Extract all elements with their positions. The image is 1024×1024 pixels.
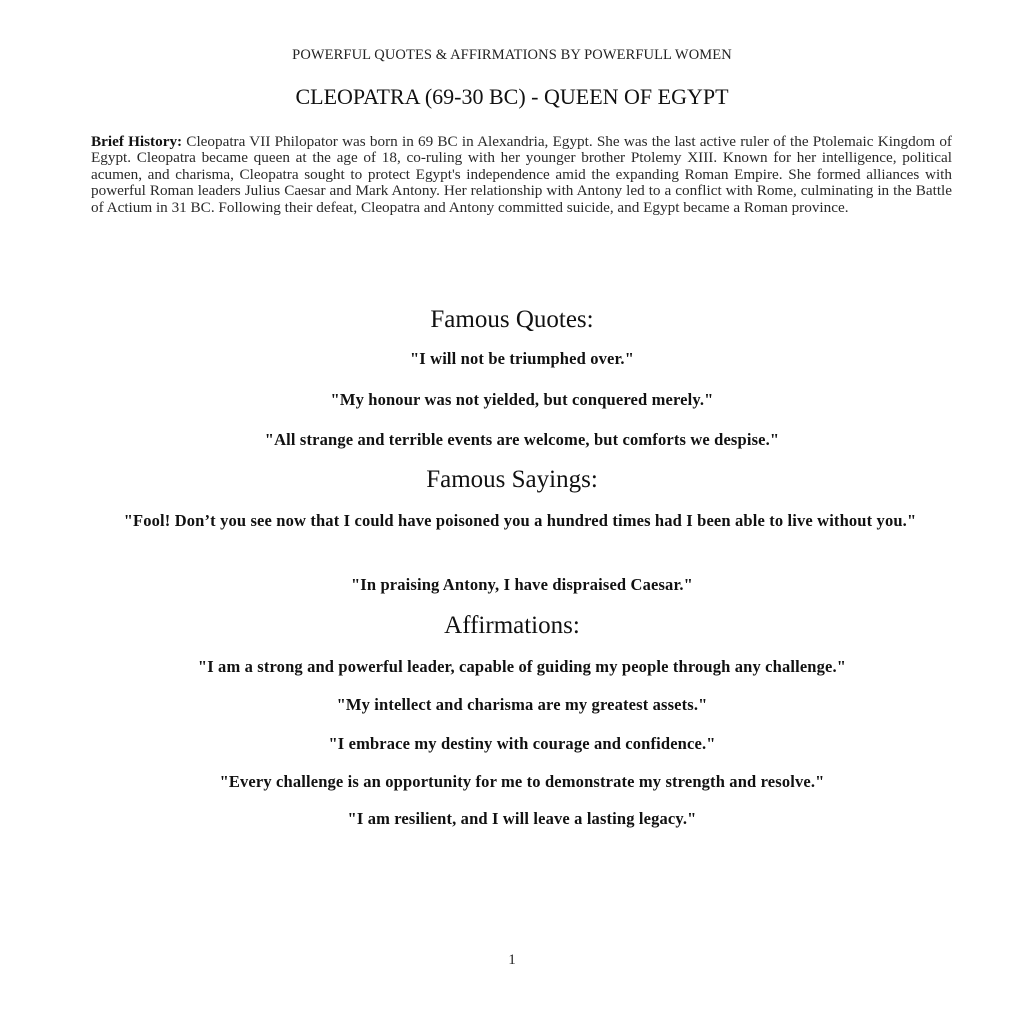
affirmation-item: "I am resilient, and I will leave a lasting legacy."	[347, 809, 697, 828]
brief-history-text: Cleopatra VII Philopator was born in 69 BC in Alexandria, Egypt. She was the last active ruler of the Ptolemaic Kingdom of Egypt. Cleopatra became queen at the age of 18, co-ruling with her younger brother Ptolemy XIII. Known for her intelligence, political acumen, and charisma, Cleopatra sought to protect Egypt's independence amid the expanding Roman Empire. She formed alliances with powerful Roman leaders Julius Caesar and Mark Antony. Her relationship with Antony led to a conflict with Rome, culminating in the Battle of Actium in 31 BC. Following their defeat, Cleopatra and Antony committed suicide, and Egypt became a Roman province.	[91, 133, 952, 216]
page-title: CLEOPATRA (69-30 BC) - QUEEN OF EGYPT	[295, 84, 729, 109]
quote-item: "All strange and terrible events are welcome, but comforts we despise."	[264, 430, 780, 449]
quote-item: "My honour was not yielded, but conquered merely."	[330, 390, 714, 409]
affirmations-heading: Affirmations:	[444, 612, 580, 639]
famous-sayings-heading: Famous Sayings:	[426, 466, 598, 493]
affirmation-item: "Every challenge is an opportunity for me to demonstrate my strength and resolve."	[219, 772, 825, 791]
famous-quotes-heading: Famous Quotes:	[430, 306, 594, 333]
brief-history-label: Brief History:	[91, 133, 183, 150]
document-header: POWERFUL QUOTES & AFFIRMATIONS BY POWERFULL WOMEN	[292, 47, 732, 63]
saying-item: "Fool! Don’t you see now that I could have poisoned you a hundred times had I been able to live without you."	[123, 511, 917, 530]
affirmation-item: "I am a strong and powerful leader, capable of guiding my people through any challenge."	[197, 657, 847, 676]
quote-item: "I will not be triumphed over."	[409, 349, 635, 368]
page-number: 1	[508, 952, 516, 968]
saying-item: "In praising Antony, I have dispraised Caesar."	[350, 575, 693, 594]
affirmation-item: "My intellect and charisma are my greatest assets."	[336, 695, 708, 714]
brief-history-paragraph	[91, 134, 952, 216]
affirmation-item: "I embrace my destiny with courage and confidence."	[328, 734, 716, 753]
